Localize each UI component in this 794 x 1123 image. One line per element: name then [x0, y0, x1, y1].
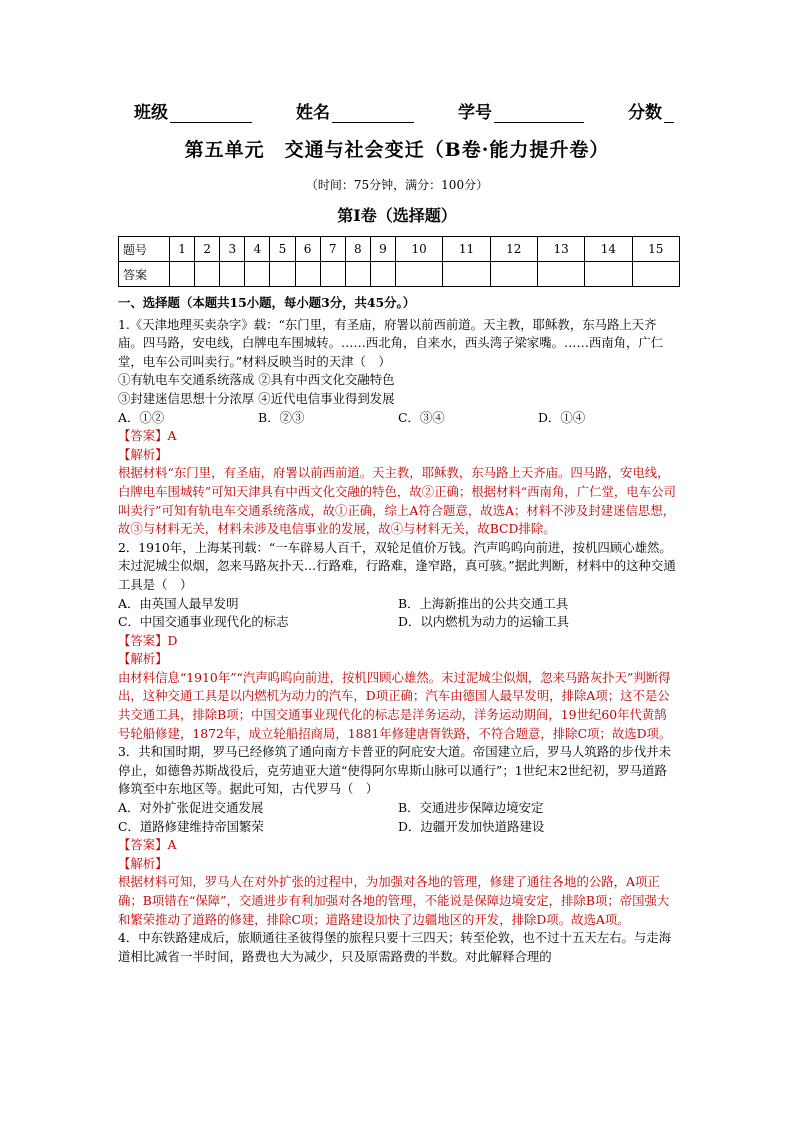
question-2-answer: 【答案】D	[118, 632, 178, 648]
option-a[interactable]: A．①②	[118, 409, 165, 425]
question-number-cell: 8	[345, 237, 370, 262]
exam-title: 第五单元 交通与社会变迁（B卷·能力提升卷）	[184, 139, 610, 161]
question-2-analysis-label: 【解析】	[118, 651, 168, 667]
answer-table-answer-row	[119, 262, 680, 287]
number-row-label: 题号	[119, 237, 170, 262]
question-number-cell: 13	[537, 237, 584, 262]
answer-cell[interactable]	[320, 262, 345, 287]
answer-cell[interactable]	[270, 262, 295, 287]
option-a[interactable]: A．由英国人最早发明	[118, 595, 239, 611]
question-3-options-row1	[118, 799, 678, 818]
question-number-cell: 1	[170, 237, 195, 262]
name-blank[interactable]	[332, 104, 414, 123]
answer-cell[interactable]	[585, 262, 632, 287]
answer-cell[interactable]	[443, 262, 490, 287]
question-number-cell: 4	[245, 237, 270, 262]
question-1-stem: 1.《天津地理买卖杂字》载：“东门里，有圣庙，府署以前西前道。天主教，耶稣教，东马路上天齐庙。四马路，安电线，白牌电车围城转。……西北角，自来水，西头湾子梁家嘴。……西南角，广仁堂，电车公司叫卖行。”材料反映当时的天津（ ）	[118, 316, 664, 369]
question-number-cell: 12	[490, 237, 537, 262]
option-d[interactable]: D．边疆开发加快道路建设	[398, 818, 545, 834]
id-field: 学号	[458, 98, 584, 123]
answer-cell[interactable]	[195, 262, 220, 287]
answer-cell[interactable]	[395, 262, 442, 287]
question-number-cell: 7	[320, 237, 345, 262]
answer-cell[interactable]	[632, 262, 679, 287]
answer-table	[118, 236, 680, 287]
question-2-options-row2	[118, 613, 678, 632]
question-4-stem: 4．中东铁路建成后，旅顺通往圣彼得堡的旅程只要十三四天；转至伦敦，也不过十五天左右。与走海道相比减省一半时间，路费也大为减少，只及原需路费的半数。对此解释合理的	[118, 930, 672, 964]
question-number-cell: 11	[443, 237, 490, 262]
question-number-cell: 3	[220, 237, 245, 262]
option-b[interactable]: B．上海新推出的公共交通工具	[398, 595, 569, 611]
answer-cell[interactable]	[537, 262, 584, 287]
option-d[interactable]: D．以内燃机为动力的运输工具	[398, 614, 570, 630]
option-d[interactable]: D．①④	[538, 409, 586, 425]
name-field: 姓名	[296, 98, 414, 123]
question-3-analysis-label: 【解析】	[118, 855, 168, 871]
question-3-answer: 【答案】A	[118, 837, 177, 853]
answer-row-label: 答案	[119, 262, 170, 287]
question-1-analysis-label: 【解析】	[118, 446, 168, 462]
answer-cell[interactable]	[170, 262, 195, 287]
question-number-cell: 5	[270, 237, 295, 262]
option-c[interactable]: C．③④	[398, 409, 445, 425]
question-2-stem: 2．1910年，上海某刊载：“一车辟易人百千，双轮足值价万钱。汽声呜呜向前进，按机四顾心雄然。末过泥城尘似烟，忽来马路灰扑天…行路难，行路难，逢窄路，真可骇。”据此判断，材料中的这种交通工具是（ ）	[118, 539, 676, 592]
answer-cell[interactable]	[490, 262, 537, 287]
question-1-statement: ①有轨电车交通系统落成 ②具有中西文化交融特色	[118, 372, 395, 388]
option-c[interactable]: C．中国交通事业现代化的标志	[118, 614, 289, 630]
question-number-cell: 9	[370, 237, 395, 262]
answer-cell[interactable]	[295, 262, 320, 287]
score-field: 分数	[628, 98, 674, 123]
question-number-cell: 14	[585, 237, 632, 262]
answer-table-number-row	[119, 237, 680, 262]
question-number-cell: 10	[395, 237, 442, 262]
class-blank[interactable]	[170, 104, 252, 123]
score-blank[interactable]	[664, 104, 674, 123]
option-b[interactable]: B．交通进步保障边境安定	[398, 800, 544, 816]
id-blank[interactable]	[494, 104, 584, 123]
student-info-line	[134, 98, 674, 123]
section-title: 第Ⅰ卷（选择题）	[337, 206, 457, 225]
question-number-cell: 6	[295, 237, 320, 262]
answer-cell[interactable]	[370, 262, 395, 287]
question-1-statement: ③封建迷信思想十分浓厚 ④近代电信事业得到发展	[118, 390, 395, 406]
question-2-analysis: 由材料信息“1910年”“汽声呜呜向前进，按机四顾心雄然。末过泥城尘似烟，忽来马路灰扑天”判断得出，这种交通工具是以内燃机为动力的汽车，D项正确；汽车由德国人最早发明，排除A项；这不是公共交通工具，排除B项；中国交通事业现代化的标志是洋务运动，洋务运动期间，19世纪60年代黄鹄号轮船修建，1872年，成立轮船招商局，1881年修建唐胥铁路，不符合题意，排除C项；故选D项。	[118, 669, 672, 741]
class-field: 班级	[134, 98, 252, 123]
question-3-options-row2	[118, 818, 678, 837]
question-1-analysis: 根据材料“东门里，有圣庙，府署以前西前道。天主教，耶稣教，东马路上天齐庙。四马路，安电线，白牌电车围城转”可知天津具有中西文化交融的特色，故②正确；根据材料“西南角，广仁堂，电车公司叫卖行”可知有轨电车交通系统落成，故①正确，综上A符合题意，故选A；材料不涉及封建迷信思想，故③与材料无关，材料未涉及电信事业的发展，故④与材料无关，故BCD排除。	[118, 465, 676, 537]
question-3-analysis: 根据材料可知，罗马人在对外扩张的过程中，为加强对各地的管理，修建了通往各地的公路，A项正确；B项错在“保障”，交通进步有利加强对各地的管理，不能说是保障边境安定，排除B项；帝国强大和繁荣推动了道路的修建，排除C项；道路建设加快了边疆地区的开发，排除D项。故选A项。	[118, 874, 670, 927]
question-number-cell: 2	[195, 237, 220, 262]
question-1-answer: 【答案】A	[118, 428, 177, 444]
answer-cell[interactable]	[345, 262, 370, 287]
question-number-cell: 15	[632, 237, 679, 262]
answer-cell[interactable]	[220, 262, 245, 287]
question-3-stem: 3．共和国时期，罗马已经修筑了通向南方卡普亚的阿庇安大道。帝国建立后，罗马人筑路的步伐并未停止，如德鲁苏斯战役后，克劳迪亚大道“使得阿尔卑斯山脉可以通行”；1世纪末2世纪初，罗马道路修筑至中东地区等。据此可知，古代罗马（ ）	[118, 744, 672, 797]
option-c[interactable]: C．道路修建维持帝国繁荣	[118, 818, 264, 834]
question-2-options-row1	[118, 595, 678, 614]
option-b[interactable]: B．②③	[258, 409, 305, 425]
exam-subtitle: （时间：75分钟，满分：100分）	[305, 178, 489, 192]
section1-heading: 一、选择题（本题共15小题，每小题3分，共45分。）	[118, 295, 416, 310]
answer-cell[interactable]	[245, 262, 270, 287]
questions-content	[118, 294, 678, 966]
question-1-options	[118, 409, 678, 428]
option-a[interactable]: A．对外扩张促进交通发展	[118, 800, 264, 816]
